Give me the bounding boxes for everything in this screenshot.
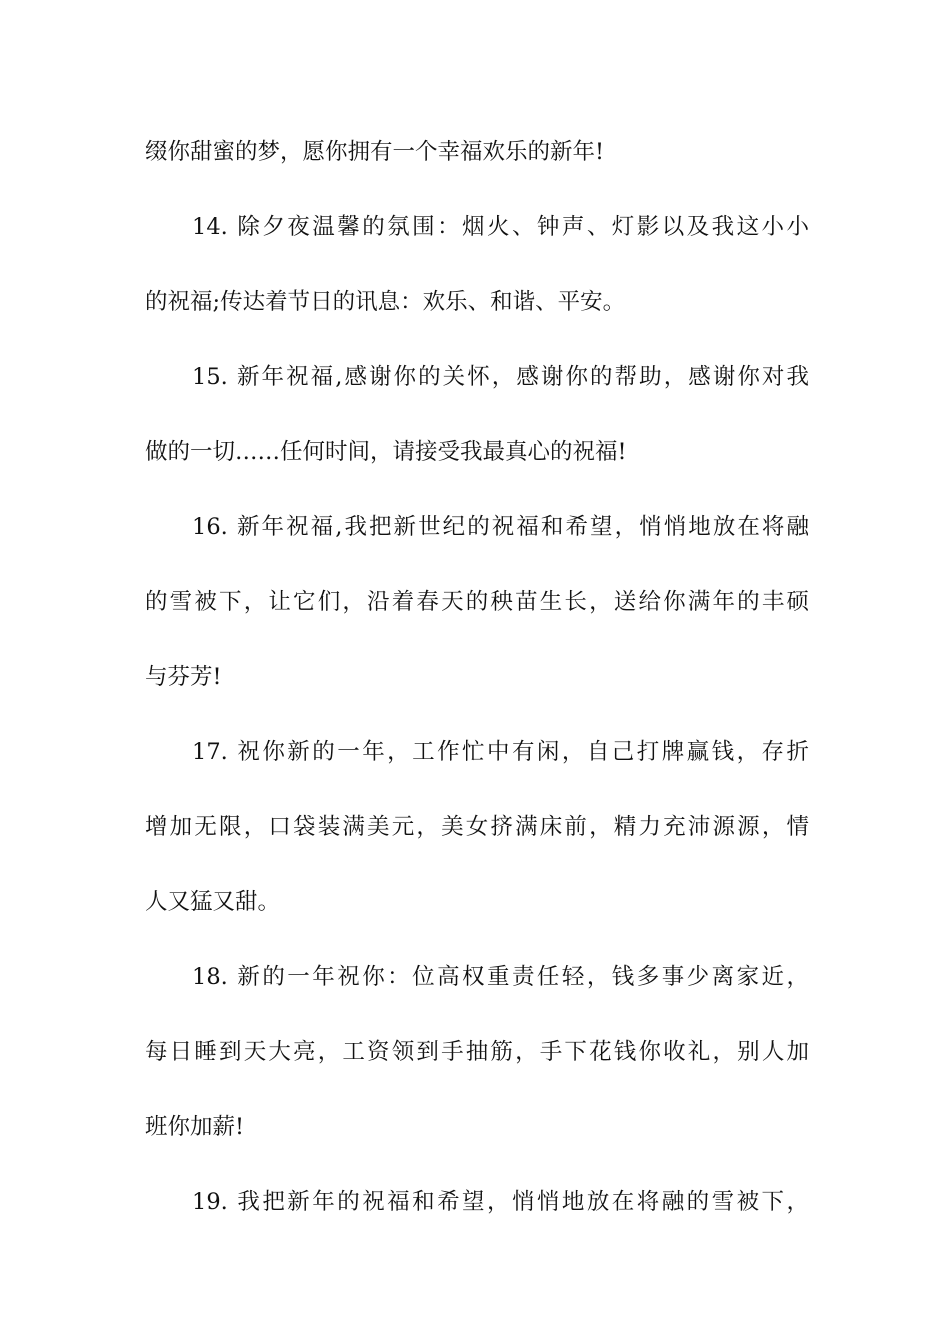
list-item-19-line: 19. 我把新年的祝福和希望，悄悄地放在将融的雪被下，	[192, 1189, 809, 1215]
text-line: 班你加薪!	[145, 1114, 245, 1140]
text-line: 做的一切……任何时间，请接受我最真心的祝福!	[145, 439, 627, 465]
list-item-16-line: 16. 新年祝福,我把新世纪的祝福和希望，悄悄地放在将融	[192, 514, 809, 540]
list-item-17-line: 17. 祝你新的一年，工作忙中有闲，自己打牌赢钱，存折	[192, 739, 809, 765]
text-line: 人又猛又甜。	[145, 889, 281, 915]
text-line: 的祝福;传达着节日的讯息：欢乐、和谐、平安。	[145, 289, 626, 315]
list-item-18-line: 18. 新的一年祝你：位高权重责任轻，钱多事少离家近，	[192, 964, 809, 990]
text-line: 与芬芳!	[145, 664, 222, 690]
document-body	[145, 128, 809, 1253]
text-line: 的雪被下，让它们，沿着春天的秧苗生长，送给你满年的丰硕	[145, 589, 809, 615]
list-item-15-line: 15. 新年祝福,感谢你的关怀，感谢你的帮助，感谢你对我	[192, 364, 809, 390]
text-line: 增加无限，口袋装满美元，美女挤满床前，精力充沛源源，情	[145, 814, 809, 840]
text-line: 缀你甜蜜的梦，愿你拥有一个幸福欢乐的新年!	[145, 139, 605, 165]
list-item-14-line: 14. 除夕夜温馨的氛围：烟火、钟声、灯影以及我这小小	[192, 214, 809, 240]
text-line: 每日睡到天大亮，工资领到手抽筋，手下花钱你收礼，别人加	[145, 1039, 809, 1065]
